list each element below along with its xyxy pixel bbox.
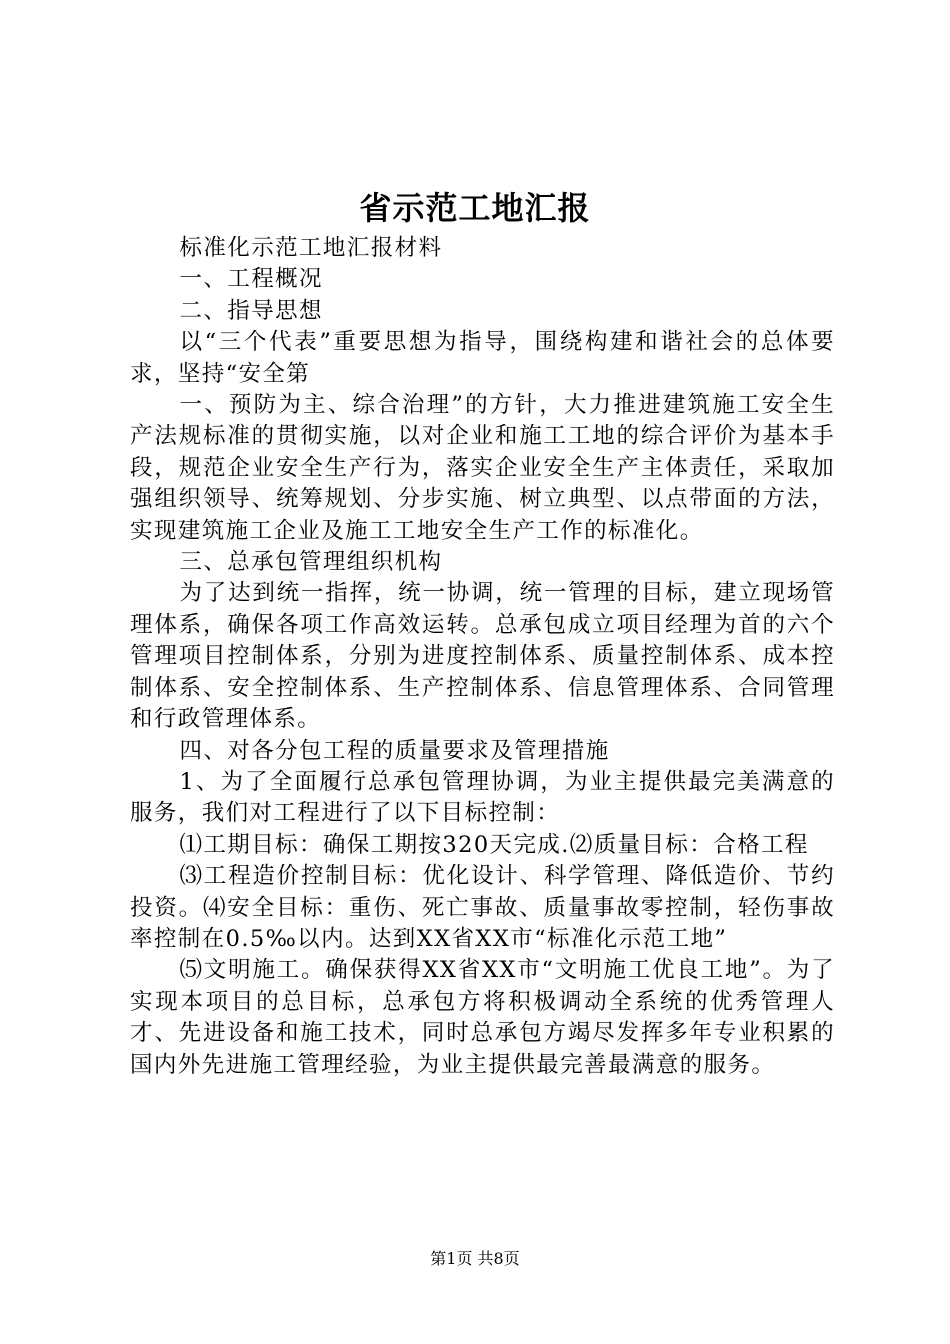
paragraph: ⑸文明施工。确保获得XX省XX市“文明施工优良工地”。为了实现本项目的总目标，总承包方将积极调动全系统的优秀管理人才、先进设备和施工技术，同时总承包方竭尽发挥多年专业积累的国内外先进施工管理经验，为业主提供最完善最满意的服务。 <box>130 957 835 1078</box>
paragraph: 为了达到统一指挥，统一协调，统一管理的目标，建立现场管理体系，确保各项工作高效运转。总承包成立项目经理为首的六个管理项目控制体系，分别为进度控制体系、质量控制体系、成本控制体系、安全控制体系、生产控制体系、信息管理体系、合同管理和行政管理体系。 <box>130 580 835 733</box>
document-body <box>130 233 835 1081</box>
section-heading: 三、总承包管理组织机构 <box>179 549 443 576</box>
paragraph: 1、为了全面履行总承包管理协调，为业主提供最完美满意的服务，我们对工程进行了以下目标控制： <box>130 768 835 827</box>
paragraph: 标准化示范工地汇报材料 <box>179 235 443 261</box>
paragraph: 以“三个代表”重要思想为指导，围绕构建和谐社会的总体要求，坚持“安全第 <box>130 329 835 387</box>
paragraph: 一、预防为主、综合治理”的方针，大力推进建筑施工安全生产法规标准的贯彻实施，以对企业和施工工地的综合评价为基本手段，规范企业安全生产行为，落实企业安全生产主体责任，采取加强组织领导、统筹规划、分步实施、树立典型、以点带面的方法，实现建筑施工企业及施工工地安全生产工作的标准化。 <box>130 392 835 544</box>
section-heading: 一、工程概况 <box>179 266 323 293</box>
document-title: 省示范工地汇报 <box>359 189 591 227</box>
section-heading: 二、指导思想 <box>179 297 323 324</box>
paragraph: ⑶工程造价控制目标：优化设计、科学管理、降低造价、节约投资。⑷安全目标：重伤、死亡事故、质量事故零控制，轻伤事故率控制在0.5‰以内。达到XX省XX市“标准化示范工地” <box>130 863 835 952</box>
section-heading: 四、对各分包工程的质量要求及管理措施 <box>179 737 610 764</box>
page-footer: 第1页 共8页 <box>430 1249 520 1268</box>
paragraph: ⑴工期目标：确保工期按320天完成.⑵质量目标：合格工程 <box>179 831 809 858</box>
